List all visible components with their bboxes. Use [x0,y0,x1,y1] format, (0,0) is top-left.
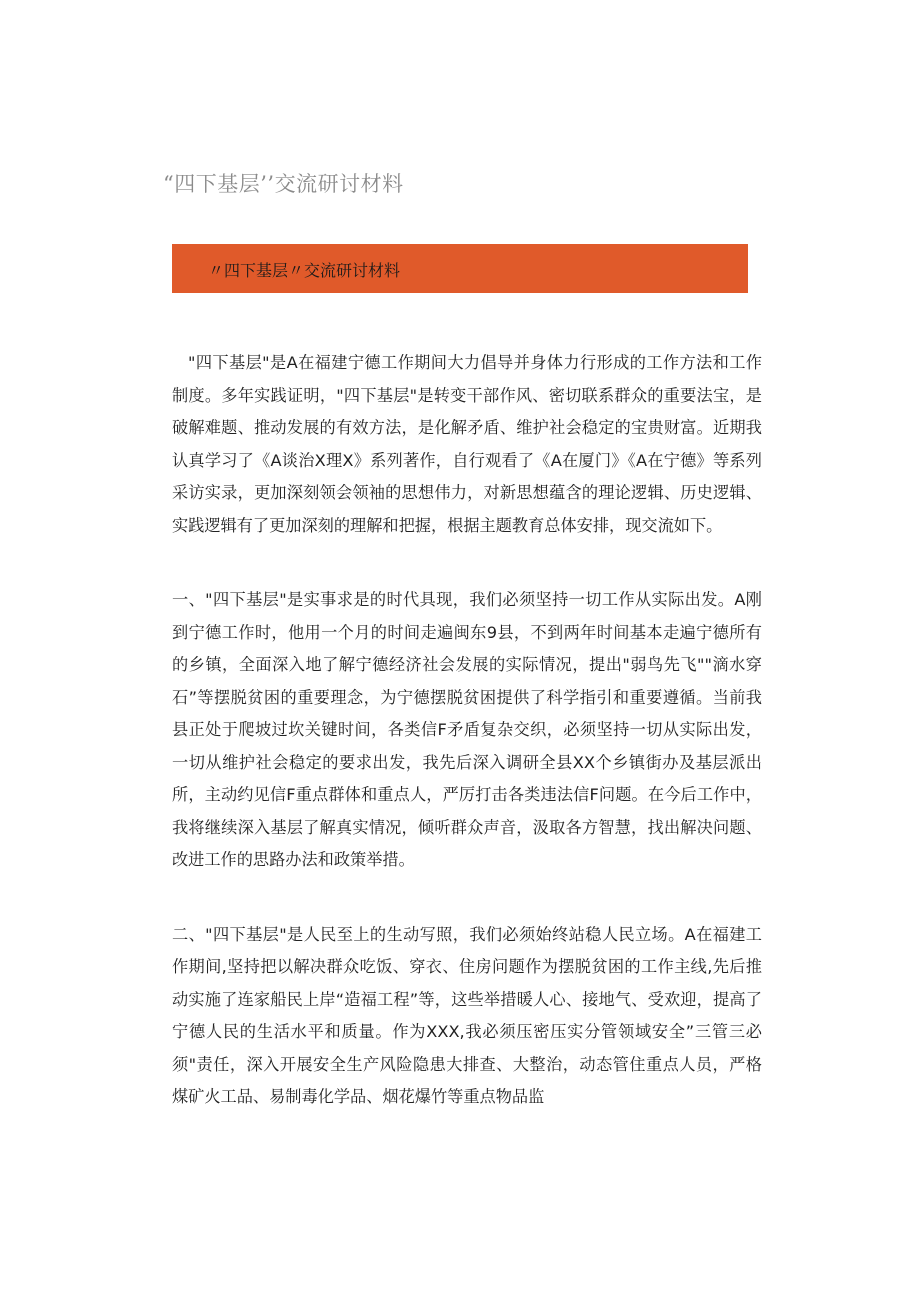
banner-title: 〃四下基层〃交流研讨材料 [208,261,401,280]
title-banner [172,244,748,293]
document-body [172,347,762,1156]
section-two-paragraph: 二、"四下基层"是人民至上的生动写照，我们必须始终站稳人民立场。A在福建工作期间,坚持把以解决群众吃饭、穿衣、住房问题作为摆脱贫困的工作主线,先后推动实施了连家船民上岸“造福工程”等，这些举措暖人心、接地气、受欢迎，提高了宁德人民的生活水平和质量。作为XXX,我必须压密压实分管领域安全”三管三必须"责任，深入开展安全生产风险隐患大排查、大整治，动态管住重点人员，严格煤矿火工品、易制毒化学品、烟花爆竹等重点物品监 [172,924,762,1106]
section-one-paragraph: 一、"四下基层"是实事求是的时代具现，我们必须坚持一切工作从实际出发。A刚到宁德工作时，他用一个月的时间走遍闽东9县，不到两年时间基本走遍宁德所有的乡镇，全面深入地了解宁德经济社会发展的实际情况，提出"弱鸟先飞""滴水穿石”等摆脱贫困的重要理念，为宁德摆脱贫困提供了科学指引和重要遵循。当前我县正处于爬坡过坎关键时间，各类信F矛盾复杂交织，必须坚持一切从实际出发，一切从维护社会稳定的要求出发，我先后深入调研全县XX个乡镇街办及基层派出所，主动约见信F重点群体和重点人，严厉打击各类违法信F问题。在今后工作中，我将继续深入基层了解真实情况，倾听群众声音，汲取各方智慧，找出解决问题、改进工作的思路办法和政策举措。 [172,590,762,869]
document-title: “四下基层’’交流研讨材料 [163,172,404,196]
intro-paragraph: "四下基层"是A在福建宁德工作期间大力倡导并身体力行形成的工作方法和工作制度。多年实践证明，"四下基层"是转变干部作风、密切联系群众的重要法宝，是破解难题、推动发展的有效方法，是化解矛盾、维护社会稳定的宝贵财富。近期我认真学习了《A谈治X理X》系列著作，自行观看了《A在厦门》《A在宁德》等系列采访实录，更加深刻领会领袖的思想伟力，对新思想蕴含的理论逻辑、历史逻辑、实践逻辑有了更加深刻的理解和把握，根据主题教育总体安排，现交流如下。 [172,353,762,535]
